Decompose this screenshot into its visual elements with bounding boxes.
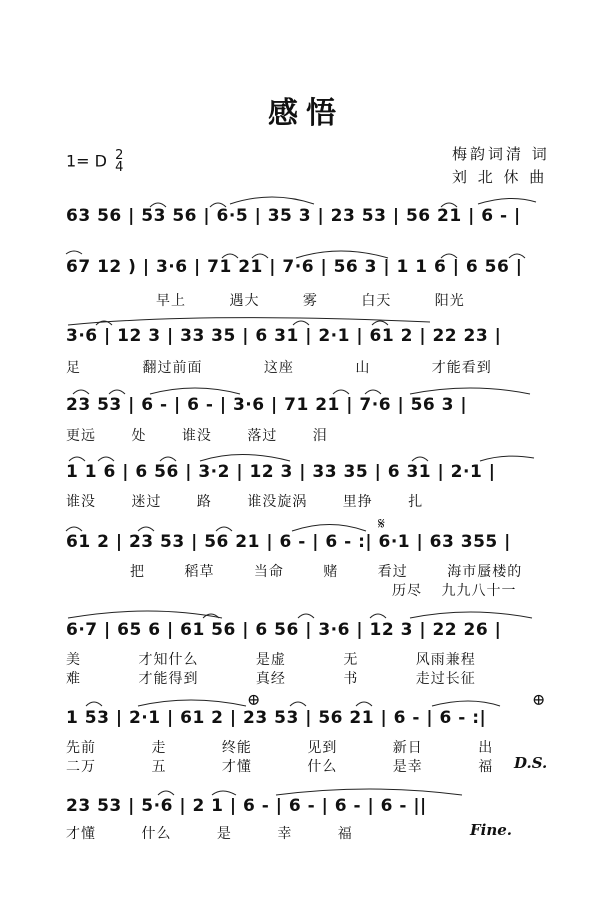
slur xyxy=(333,390,349,394)
slur xyxy=(478,198,536,204)
fine-marking: Fine. xyxy=(470,821,513,839)
slur xyxy=(230,197,314,204)
slur xyxy=(203,614,219,618)
slur xyxy=(68,611,222,618)
slur xyxy=(372,321,388,325)
slur xyxy=(86,702,102,706)
key-prefix: 1= D xyxy=(66,151,107,171)
time-beats: 2 xyxy=(115,148,124,163)
slur xyxy=(98,457,114,461)
slur xyxy=(356,702,372,706)
slur xyxy=(410,388,530,394)
ds-marking: D.S. xyxy=(514,754,548,772)
slur xyxy=(216,527,232,531)
notation-line-2: 67 12 ) | 3·6 | 71 21 | 7·6 | 56 3 | 1 1 6 | 6 56 | xyxy=(66,257,523,277)
lyric-line-7a: 美 才知什么 是虚 无 风雨兼程 xyxy=(66,652,476,668)
lyric-line-5: 谁没 迷过 路 谁没旋涡 里挣 扎 xyxy=(66,494,424,510)
lyric-line-8a: 先前 走 终能 见到 新日 出 xyxy=(66,740,494,756)
slur xyxy=(412,457,428,461)
slur xyxy=(276,789,462,795)
notation-line-3: 3·6 | 12 3 | 33 35 | 6 31 | 2·1 | 61 2 | 22 23 | xyxy=(66,326,502,346)
notation-line-5: 1 1 6 | 6 56 | 3·2 | 12 3 | 33 35 | 6 31 | 2·1 | xyxy=(66,462,496,482)
segno-sign: 𝄋 xyxy=(378,514,385,533)
slur xyxy=(365,390,381,394)
slur xyxy=(69,457,85,461)
slur xyxy=(158,791,174,795)
song-title: 感悟 xyxy=(268,96,344,131)
lyric-line-7b: 难 才能得到 真经 书 走过长征 xyxy=(66,671,476,687)
slur xyxy=(410,612,532,618)
slur xyxy=(96,321,112,325)
slur xyxy=(109,390,125,394)
slur xyxy=(68,318,430,325)
lyric-line-4: 更远 处 谁没 落过 泪 xyxy=(66,428,328,444)
coda-sign-left: ⊕ xyxy=(247,690,261,709)
notation-line-9: 23 53 | 5·6 | 2 1 | 6 - | 6 - | 6 - | 6 - || xyxy=(66,796,427,816)
slur xyxy=(293,321,309,325)
notation-line-4: 23 53 | 6 - | 6 - | 3·6 | 71 21 | 7·6 | 56 3 | xyxy=(66,395,468,415)
slur xyxy=(298,614,314,618)
slur xyxy=(292,525,366,532)
slur xyxy=(73,390,89,394)
slur xyxy=(138,700,246,706)
lyric-line-3: 足 翻过前面 这座 山 才能看到 xyxy=(66,360,492,376)
composer-credit: 刘 北 休 曲 xyxy=(452,168,548,186)
slur xyxy=(138,527,154,531)
lyric-line-6a: 把 稻草 当命 赌 看过 海市蜃楼的 xyxy=(130,564,523,580)
coda-sign-right: ⊕ xyxy=(532,690,546,709)
notation-line-6: 61 2 | 23 53 | 56 21 | 6 - | 6 - :| 6·1 | 63 355 | xyxy=(66,532,511,552)
lyric-line-9: 才懂 什么 是 幸 福 xyxy=(66,826,353,842)
lyric-line-2: 早上 遇大 雾 白天 阳光 xyxy=(156,293,465,309)
slur xyxy=(212,791,236,795)
slur xyxy=(160,457,176,461)
time-unit: 4 xyxy=(115,160,124,175)
lyricist-credit: 梅韵词清 词 xyxy=(452,145,550,163)
slur xyxy=(150,388,240,394)
slur xyxy=(290,702,306,706)
slur xyxy=(66,527,82,531)
slur xyxy=(480,456,534,461)
notation-line-7: 6·7 | 65 6 | 61 56 | 6 56 | 3·6 | 12 3 | 22 26 | xyxy=(66,620,502,640)
time-signature xyxy=(115,150,123,174)
slur xyxy=(432,701,500,706)
slur xyxy=(370,614,386,618)
slur xyxy=(200,455,290,462)
key-signature xyxy=(66,150,123,174)
lyric-line-6b: 历尽 九九八十一 xyxy=(392,583,517,599)
lyric-line-8b: 二万 五 才懂 什么 是幸 福 xyxy=(66,759,494,775)
notation-line-1: 63 56 | 53 56 | 6·5 | 35 3 | 23 53 | 56 21 | 6 - | xyxy=(66,206,521,226)
notation-line-8: 1 53 | 2·1 | 61 2 | 23 53 | 56 21 | 6 - | 6 - :| xyxy=(66,708,487,728)
slur xyxy=(66,251,82,254)
